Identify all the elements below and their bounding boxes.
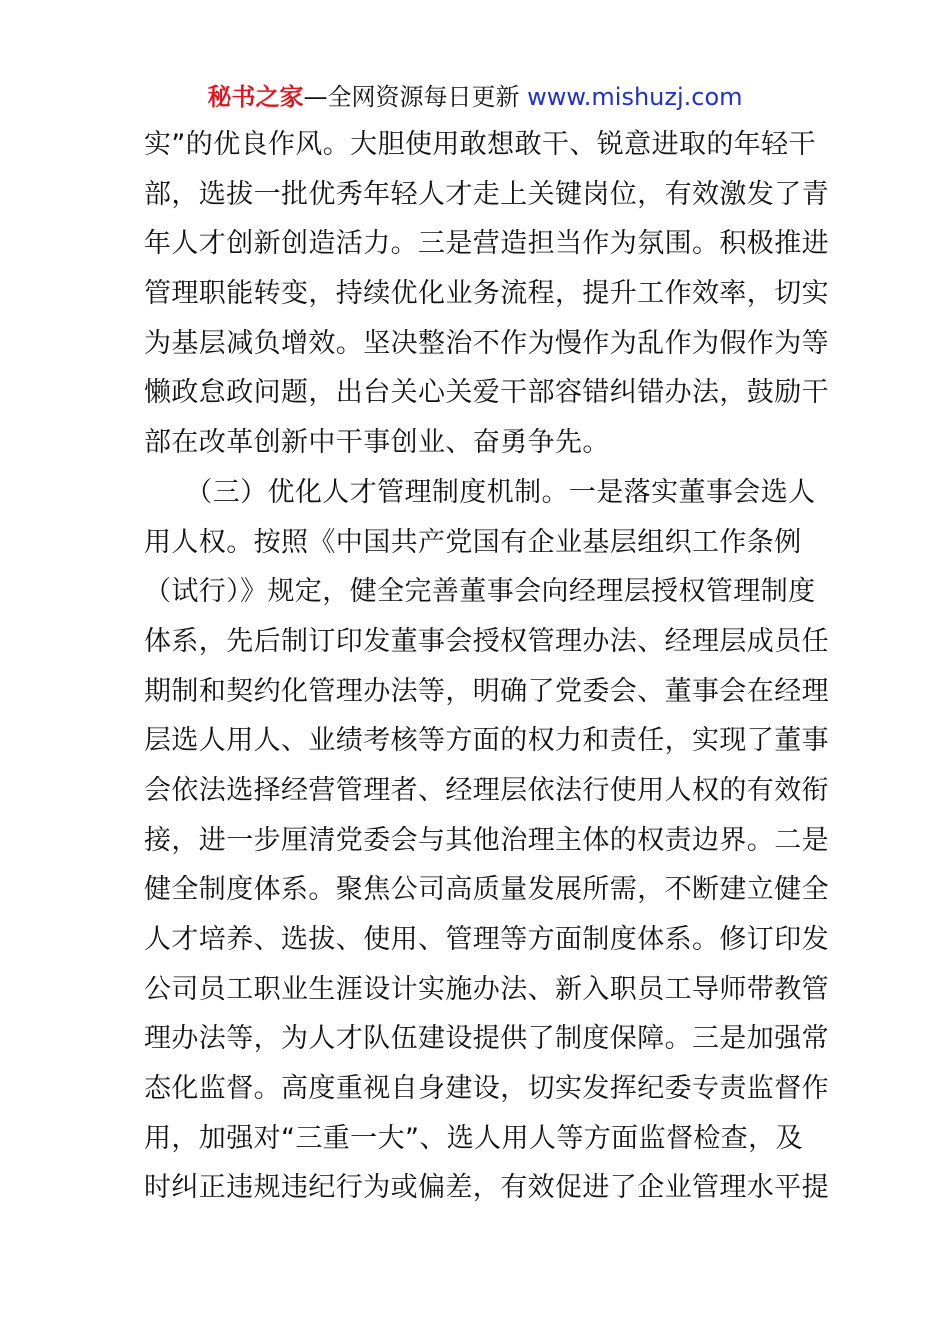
site-tagline: —全网资源每日更新 bbox=[303, 83, 520, 111]
text-line: 实”的优良作风。大胆使用敢想敢干、锐意进取的年轻干 bbox=[144, 129, 816, 160]
text-line: （试行）》规定，健全完善董事会向经理层授权管理制度 bbox=[144, 576, 816, 608]
text-line: 为基层减负增效。坚决整治不作为慢作为乱作为假作为等 bbox=[144, 327, 829, 359]
text-line: 理办法等，为人才队伍建设提供了制度保障。三是加强常 bbox=[144, 1023, 829, 1055]
text-line: 用，加强对“三重一大”、选人用人等方面监督检查，及 bbox=[144, 1122, 803, 1154]
document-body bbox=[144, 120, 829, 1213]
text-line: 接，进一步厘清党委会与其他治理主体的权责边界。二是 bbox=[144, 824, 829, 856]
site-url-link[interactable]: www.mishuzj.com bbox=[527, 83, 743, 111]
text-line: 年人才创新创造活力。三是营造担当作为氛围。积极推进 bbox=[144, 228, 829, 260]
text-line: 时纠正违规违纪行为或偏差，有效促进了企业管理水平提 bbox=[144, 1172, 829, 1204]
section-heading-line: （三）优化人才管理制度机制。一是落实董事会选人 bbox=[144, 476, 816, 508]
text-line: 公司员工职业生涯设计实施办法、新入职员工导师带教管 bbox=[144, 973, 829, 1005]
text-line: 管理职能转变，持续优化业务流程，提升工作效率，切实 bbox=[144, 278, 829, 310]
page-header bbox=[0, 80, 950, 114]
text-line: 部，选拔一批优秀年轻人才走上关键岗位，有效激发了青 bbox=[144, 178, 829, 210]
text-line: 部在改革创新中干事创业、奋勇争先。 bbox=[144, 427, 610, 459]
site-brand: 秘书之家 bbox=[207, 83, 304, 111]
text-line: 用人权。按照《中国共产党国有企业基层组织工作条例 bbox=[144, 526, 802, 558]
text-line: 体系，先后制订印发董事会授权管理办法、经理层成员任 bbox=[144, 625, 829, 657]
text-line: 会依法选择经营管理者、经理层依法行使用人权的有效衔 bbox=[144, 774, 829, 806]
text-line: 态化监督。高度重视自身建设，切实发挥纪委专责监督作 bbox=[144, 1073, 829, 1105]
text-line: 懒政怠政问题，出台关心关爱干部容错纠错办法，鼓励干 bbox=[144, 377, 829, 409]
text-line: 健全制度体系。聚焦公司高质量发展所需，不断建立健全 bbox=[144, 874, 829, 906]
text-line: 期制和契约化管理办法等，明确了党委会、董事会在经理 bbox=[144, 675, 829, 707]
text-line: 层选人用人、业绩考核等方面的权力和责任，实现了董事 bbox=[144, 725, 829, 757]
text-line: 人才培养、选拔、使用、管理等方面制度体系。修订印发 bbox=[144, 924, 829, 955]
